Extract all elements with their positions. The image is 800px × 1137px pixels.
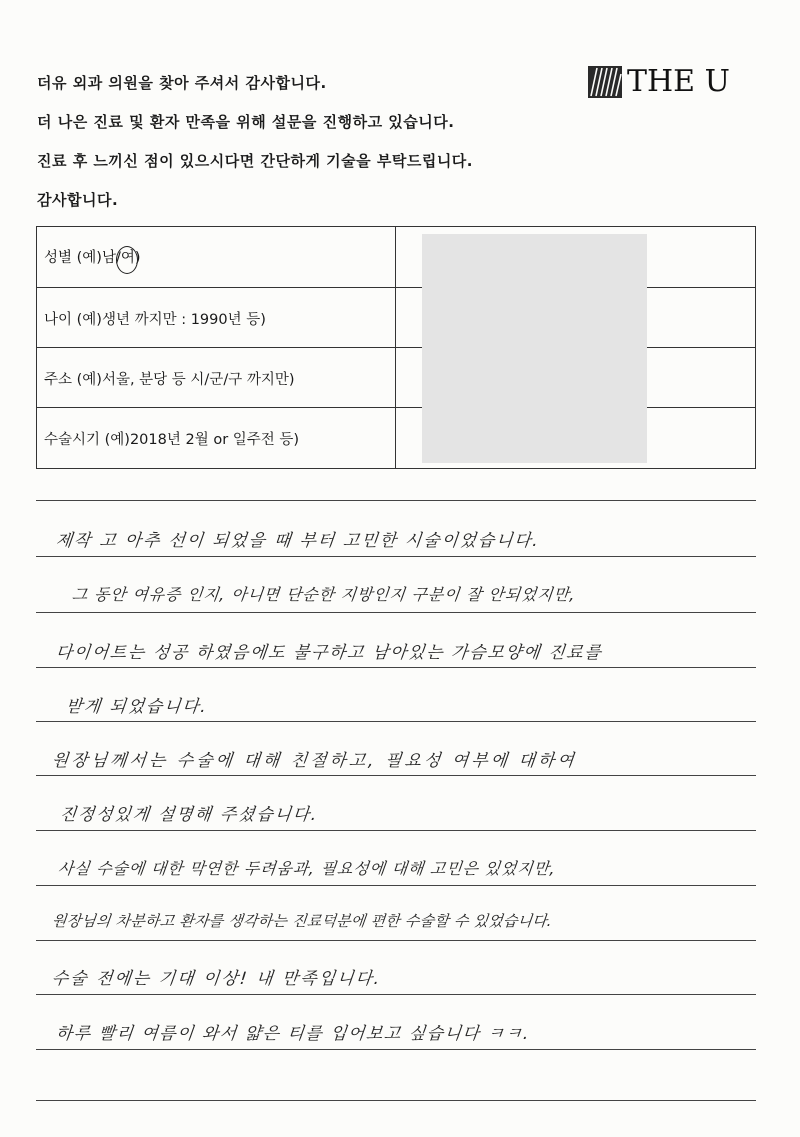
rule-line — [36, 667, 756, 668]
handwritten-line-9: 수술 전에는 기대 이상! 내 만족입니다. — [50, 969, 383, 989]
handwritten-line-8: 원장님의 차분하고 환자를 생각하는 진료덕분에 편한 수술할 수 있었습니다. — [51, 912, 554, 930]
rule-line — [36, 1100, 756, 1101]
patient-info-table — [36, 226, 756, 469]
clinic-logo — [588, 66, 730, 98]
rule-line — [36, 721, 756, 722]
rule-line — [36, 940, 756, 941]
handwritten-line-5: 원장님께서는 수술에 대해 친절하고, 필요성 여부에 대하여 — [50, 751, 578, 771]
handwritten-line-6: 진정성있게 설명해 주셨습니다. — [58, 805, 320, 825]
rule-line — [36, 775, 756, 776]
rule-line — [36, 500, 756, 501]
handwritten-line-2: 그 동안 여유증 인지, 아니면 단순한 지방인지 구분이 잘 안되었지만, — [70, 585, 577, 604]
intro-line-2: 더 나은 진료 및 환자 만족을 위해 설문을 진행하고 있습니다. — [37, 113, 455, 131]
row-gender — [37, 227, 755, 287]
rule-line — [36, 830, 756, 831]
rule-line — [36, 885, 756, 886]
age-label: 나이 (예)생년 까지만 : 1990년 등) — [44, 312, 266, 328]
row-surgery-date — [37, 407, 755, 469]
rule-line — [36, 556, 756, 557]
handwritten-line-3: 다이어트는 성공 하였음에도 불구하고 남아있는 가슴모양에 진료를 — [54, 643, 604, 663]
address-label: 주소 (예)서울, 분당 등 시/군/구 까지만) — [44, 372, 295, 388]
surgery-date-label: 수술시기 (예)2018년 2월 or 일주전 등) — [44, 432, 300, 448]
rule-line — [36, 994, 756, 995]
intro-line-3: 진료 후 느끼신 점이 있으시다면 간단하게 기술을 부탁드립니다. — [37, 152, 473, 170]
row-age — [37, 287, 755, 348]
handwritten-line-10: 하루 빨리 여름이 와서 얇은 티를 입어보고 싶습니다 ㅋㅋ. — [54, 1024, 532, 1044]
theu-stripe-mark-icon — [588, 66, 622, 98]
rule-line — [36, 612, 756, 613]
gender-selection-circle — [116, 246, 138, 274]
handwritten-line-4: 받게 되었습니다. — [64, 697, 209, 717]
intro-line-1: 더유 외과 의원을 찾아 주셔서 감사합니다. — [37, 74, 327, 92]
handwritten-line-1: 제작 고 아추 선이 되었을 때 부터 고민한 시술이었습니다. — [54, 531, 541, 551]
gender-label: 성별 (예)남/여) — [44, 250, 141, 266]
rule-line — [36, 1049, 756, 1050]
intro-line-4: 감사합니다. — [37, 191, 119, 209]
intro-text — [37, 64, 473, 220]
redacted-responses — [422, 234, 647, 463]
table-column-divider — [395, 227, 396, 468]
logo-text: THE U — [627, 64, 730, 99]
handwritten-line-7: 사실 수술에 대한 막연한 두려움과, 필요성에 대해 고민은 있었지만, — [56, 859, 557, 878]
row-address — [37, 347, 755, 408]
